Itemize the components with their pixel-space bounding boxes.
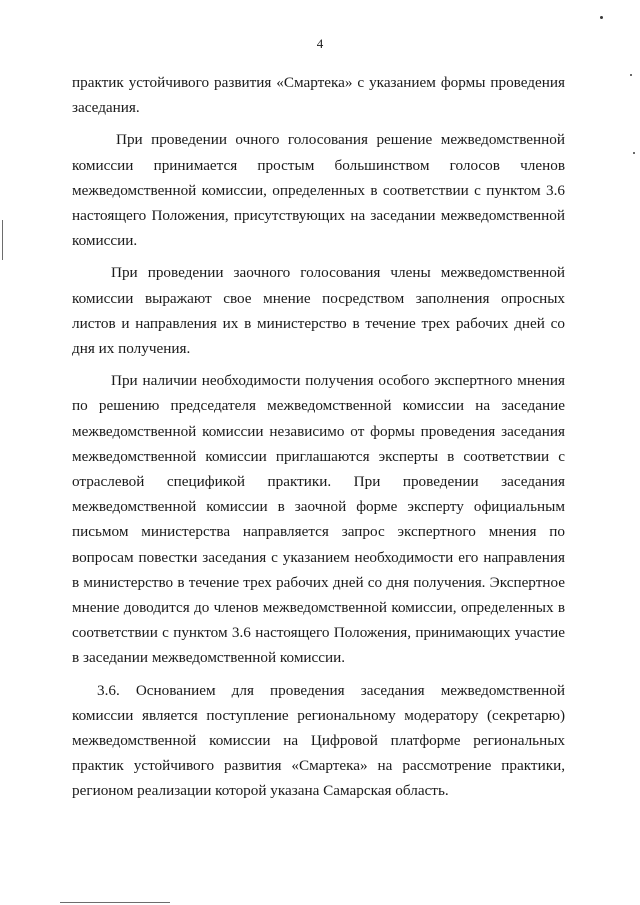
scan-speck [630, 74, 632, 76]
paragraph-expert-opinion: При наличии необходимости получения особого экспертного мнения по решению председателя межведомственной комиссии на заседание межведомственной комиссии независимо от формы проведения заседания межведомственной комиссии приглашаются эксперты в соответствии с отраслевой спецификой практики. При проведении заседания межведомственной комиссии в заочной форме эксперту официальным письмом министерства направляется запрос экспертного мнения по вопросам повестки заседания с указанием необходимости его направления в министерство в течение трех рабочих дней со дня получения. Экспертное мнение доводится до членов межведомственной комиссии, определенных в соответствии с пунктом 3.6 настоящего Положения, принимающих участие в заседании межведомственной комиссии. [72, 372, 565, 667]
paragraph-section-3-6: 3.6. Основанием для проведения заседания межведомственной комиссии является поступление региональному модератору (секретарю) межведомственной комиссии на Цифровой платформе региональных практик устойчивого развития «Смартека» на рассмотрение практики, регионом реализации которой указана Самарская область. [72, 681, 565, 800]
document-body [72, 70, 565, 811]
paragraph-continuation: практик устойчивого развития «Смартека» с указанием формы проведения заседания. [72, 74, 565, 117]
paragraph-in-person-voting: При проведении очного голосования решение межведомственной комиссии принимается простым большинством голосов членов межведомственной комиссии, определенных в соответствии с пунктом 3.6 настоящего Положения, присутствующих на заседании межведомственной комиссии. [72, 131, 565, 250]
page-number: 4 [316, 36, 324, 51]
scan-speck [600, 16, 603, 19]
scan-edge-mark [2, 220, 3, 260]
paragraph-absentee-voting: При проведении заочного голосования члены межведомственной комиссии выражают свое мнение посредством заполнения опросных листов и направления их в министерство в течение трех рабочих дней со дня их получения. [72, 264, 565, 358]
scan-edge-mark [60, 902, 170, 903]
scan-speck [633, 152, 635, 154]
